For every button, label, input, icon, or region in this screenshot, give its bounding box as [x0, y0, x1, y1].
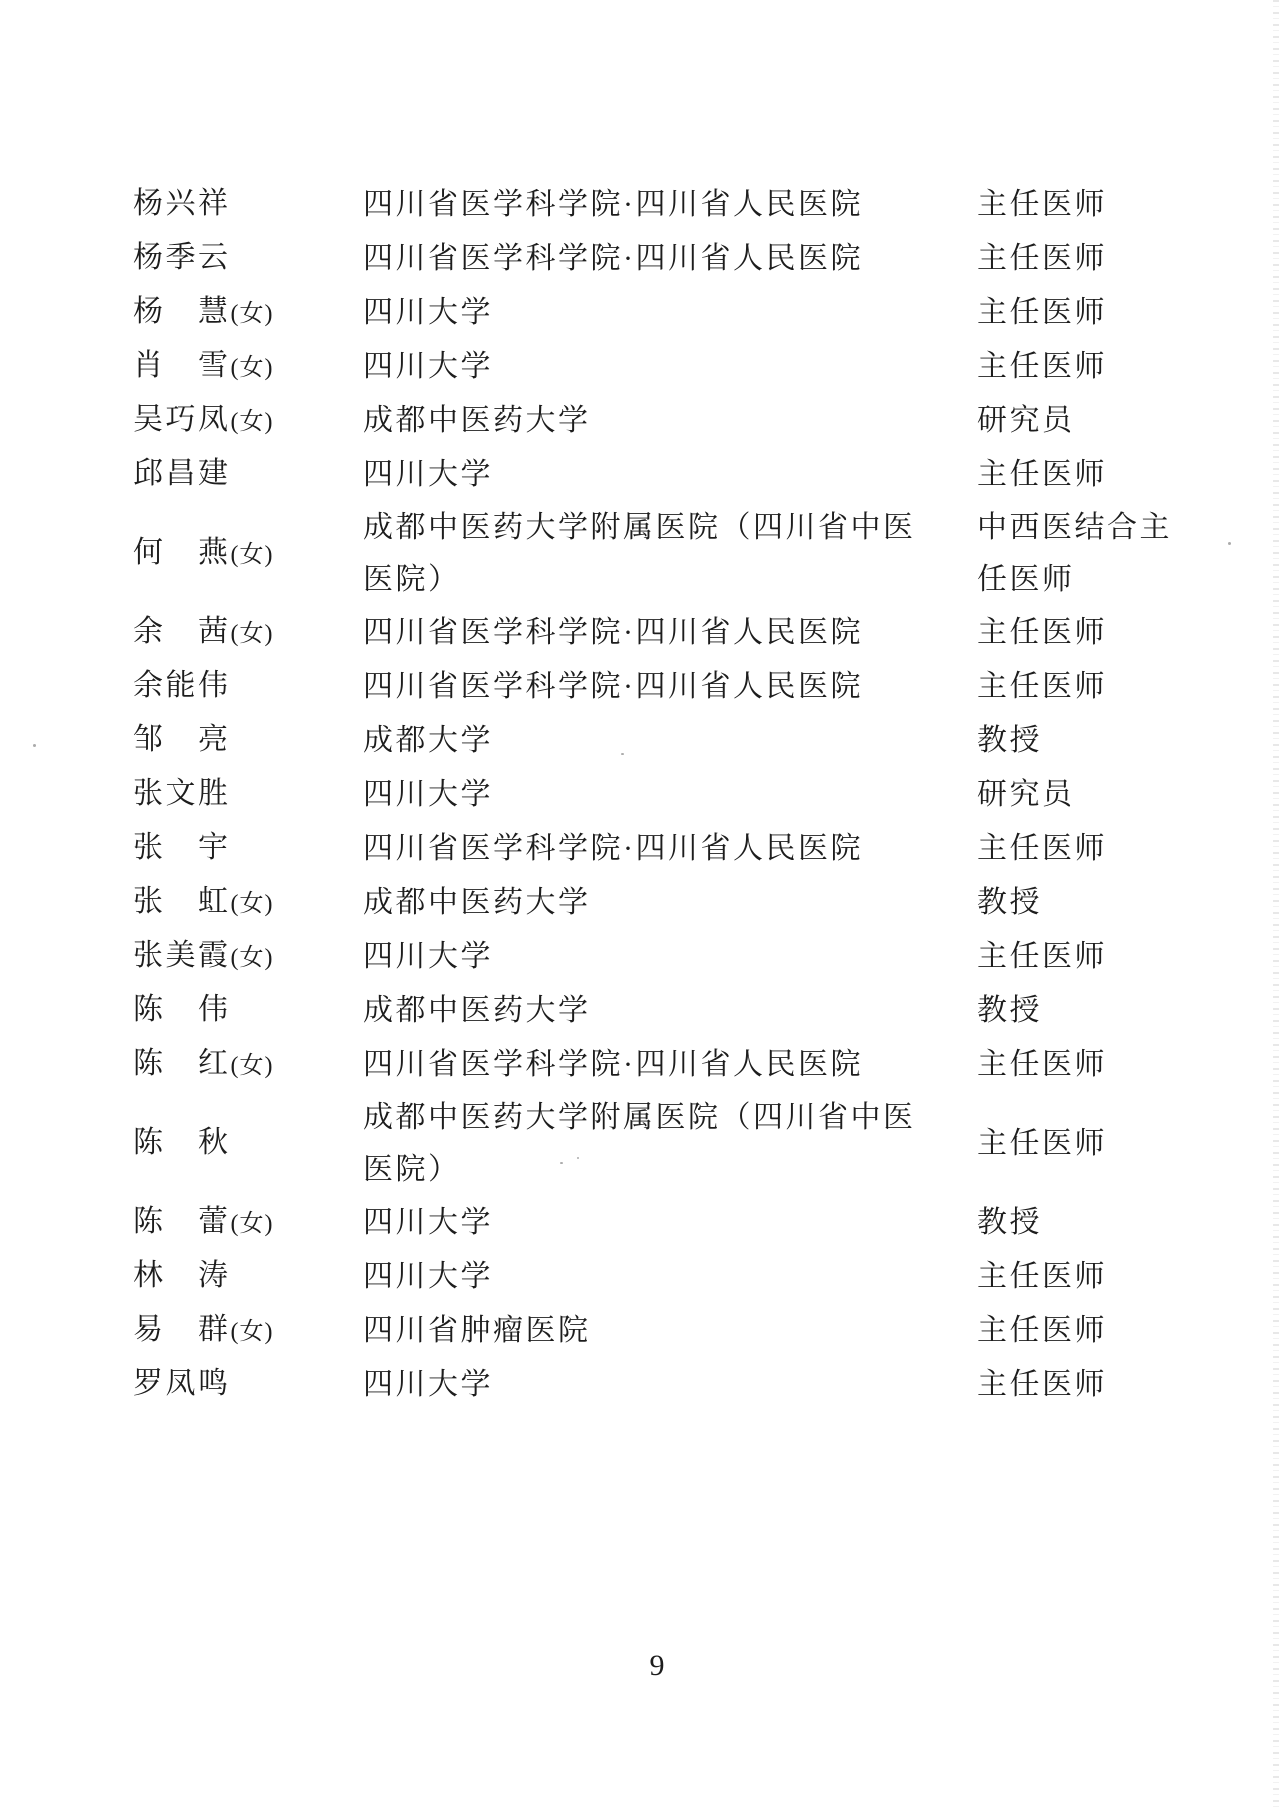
person-gender: (女) [230, 1319, 274, 1345]
person-name [133, 660, 363, 714]
person-name [133, 606, 363, 660]
person-name-text: 张 宇 [133, 831, 231, 864]
person-name [133, 876, 363, 930]
table-row [0, 1196, 1280, 1250]
title-line: 中西医结合主 [977, 511, 1172, 544]
person-gender: (女) [230, 621, 274, 647]
title-line: 主任医师 [977, 616, 1107, 649]
table-row [0, 606, 1280, 660]
person-name [133, 448, 363, 502]
person-gender: (女) [230, 1211, 274, 1237]
institution [363, 769, 977, 821]
person-name-text: 吴巧凤 [133, 403, 231, 436]
person-name [133, 1117, 363, 1171]
professional-title [977, 607, 1280, 659]
person-name-text: 杨兴祥 [133, 187, 231, 220]
person-name-text: 杨 慧 [133, 295, 231, 328]
person-name-text: 张文胜 [133, 777, 231, 810]
person-name [133, 822, 363, 876]
person-name-text: 陈 伟 [133, 993, 231, 1026]
institution-line: 四川大学 [363, 296, 493, 329]
table-row [0, 340, 1280, 394]
table-row [0, 1038, 1280, 1092]
institution-line: 四川大学 [363, 1368, 493, 1401]
title-line: 主任医师 [977, 350, 1107, 383]
scan-speck [577, 1157, 579, 1159]
person-gender: (女) [230, 891, 274, 917]
personnel-table [0, 178, 1280, 1412]
institution-line: 成都中医药大学附属医院（四川省中医 [363, 1101, 916, 1134]
institution [363, 502, 977, 606]
institution-line: 四川大学 [363, 778, 493, 811]
title-line: 研究员 [977, 404, 1075, 437]
title-line: 主任医师 [977, 1368, 1107, 1401]
person-name [133, 984, 363, 1038]
person-name-text: 陈 秋 [133, 1126, 231, 1159]
person-name [133, 1358, 363, 1412]
professional-title [977, 661, 1280, 713]
institution [363, 1092, 977, 1196]
institution [363, 931, 977, 983]
person-name [133, 1304, 363, 1358]
person-name [133, 1250, 363, 1304]
person-name-text: 张 虹 [133, 885, 231, 918]
person-name-text: 陈 蕾 [133, 1205, 231, 1238]
institution-line: 四川省医学科学院·四川省人民医院 [363, 188, 863, 221]
professional-title [977, 449, 1280, 501]
person-name [133, 1196, 363, 1250]
institution-line: 成都中医药大学 [363, 994, 591, 1027]
professional-title [977, 502, 1280, 606]
title-line: 主任医师 [977, 1314, 1107, 1347]
title-line: 教授 [977, 994, 1042, 1027]
institution [363, 661, 977, 713]
title-line: 主任医师 [977, 188, 1107, 221]
scan-speck [1228, 542, 1231, 545]
professional-title [977, 823, 1280, 875]
professional-title [977, 179, 1280, 231]
table-row [0, 930, 1280, 984]
person-name [133, 340, 363, 394]
institution [363, 715, 977, 767]
person-name [133, 178, 363, 232]
institution-line: 医院） [363, 1153, 461, 1186]
person-name [133, 1038, 363, 1092]
institution [363, 1359, 977, 1411]
person-name [133, 714, 363, 768]
person-name-text: 邹 亮 [133, 723, 231, 756]
institution-line: 四川省肿瘤医院 [363, 1314, 591, 1347]
table-row [0, 768, 1280, 822]
institution [363, 287, 977, 339]
institution-line: 四川省医学科学院·四川省人民医院 [363, 616, 863, 649]
institution-line: 四川大学 [363, 940, 493, 973]
table-row [0, 1250, 1280, 1304]
title-line: 教授 [977, 1206, 1042, 1239]
person-gender: (女) [230, 355, 274, 381]
person-gender: (女) [230, 542, 274, 568]
person-name [133, 232, 363, 286]
institution-line: 四川省医学科学院·四川省人民医院 [363, 670, 863, 703]
title-line: 主任医师 [977, 1127, 1107, 1160]
person-name-text: 林 涛 [133, 1259, 231, 1292]
professional-title [977, 877, 1280, 929]
title-line: 主任医师 [977, 1260, 1107, 1293]
person-name-text: 张美霞 [133, 939, 231, 972]
person-gender: (女) [230, 945, 274, 971]
institution [363, 449, 977, 501]
institution-line: 四川省医学科学院·四川省人民医院 [363, 242, 863, 275]
title-line: 教授 [977, 724, 1042, 757]
institution [363, 877, 977, 929]
table-row [0, 876, 1280, 930]
professional-title [977, 233, 1280, 285]
institution [363, 233, 977, 285]
table-row [0, 1358, 1280, 1412]
table-row [0, 660, 1280, 714]
title-line: 任医师 [977, 563, 1075, 596]
institution [363, 1251, 977, 1303]
institution-line: 成都大学 [363, 724, 493, 757]
institution-line: 成都中医药大学 [363, 404, 591, 437]
person-gender: (女) [230, 301, 274, 327]
professional-title [977, 769, 1280, 821]
professional-title [977, 1359, 1280, 1411]
person-name-text: 杨季云 [133, 241, 231, 274]
person-name-text: 陈 红 [133, 1047, 231, 1080]
table-row [0, 394, 1280, 448]
table-row [0, 1092, 1280, 1196]
institution-line: 医院） [363, 563, 461, 596]
scan-edge-artifact [1273, 0, 1279, 1807]
title-line: 主任医师 [977, 1048, 1107, 1081]
page-number: 9 [649, 1649, 665, 1682]
professional-title [977, 1251, 1280, 1303]
table-row [0, 232, 1280, 286]
person-name [133, 286, 363, 340]
person-name [133, 768, 363, 822]
person-name-text: 何 燕 [133, 536, 231, 569]
institution-line: 成都中医药大学附属医院（四川省中医 [363, 511, 916, 544]
person-name-text: 邱昌建 [133, 457, 231, 490]
institution-line: 成都中医药大学 [363, 886, 591, 919]
institution [363, 607, 977, 659]
title-line: 教授 [977, 886, 1042, 919]
table-row [0, 1304, 1280, 1358]
person-name-text: 肖 雪 [133, 349, 231, 382]
title-line: 主任医师 [977, 832, 1107, 865]
scan-speck [621, 753, 624, 755]
institution-line: 四川省医学科学院·四川省人民医院 [363, 832, 863, 865]
table-row [0, 502, 1280, 606]
person-name [133, 527, 363, 581]
table-row [0, 714, 1280, 768]
title-line: 主任医师 [977, 242, 1107, 275]
institution-line: 四川大学 [363, 350, 493, 383]
professional-title [977, 341, 1280, 393]
professional-title [977, 1197, 1280, 1249]
table-row [0, 984, 1280, 1038]
table-row [0, 286, 1280, 340]
professional-title [977, 715, 1280, 767]
title-line: 主任医师 [977, 670, 1107, 703]
person-name [133, 930, 363, 984]
table-row [0, 822, 1280, 876]
professional-title [977, 985, 1280, 1037]
table-row [0, 178, 1280, 232]
table-row [0, 448, 1280, 502]
professional-title [977, 287, 1280, 339]
professional-title [977, 1305, 1280, 1357]
person-name-text: 余能伟 [133, 669, 231, 702]
institution-line: 四川大学 [363, 458, 493, 491]
title-line: 主任医师 [977, 940, 1107, 973]
institution [363, 341, 977, 393]
institution-line: 四川大学 [363, 1206, 493, 1239]
person-name-text: 易 群 [133, 1313, 231, 1346]
title-line: 研究员 [977, 778, 1075, 811]
institution [363, 985, 977, 1037]
title-line: 主任医师 [977, 296, 1107, 329]
person-name-text: 余 茜 [133, 615, 231, 648]
professional-title [977, 395, 1280, 447]
institution [363, 1039, 977, 1091]
person-name [133, 394, 363, 448]
person-gender: (女) [230, 409, 274, 435]
institution [363, 823, 977, 875]
professional-title [977, 1118, 1280, 1170]
scan-speck [33, 744, 36, 747]
institution [363, 179, 977, 231]
person-name-text: 罗凤鸣 [133, 1367, 231, 1400]
professional-title [977, 931, 1280, 983]
scan-speck [560, 1162, 563, 1164]
professional-title [977, 1039, 1280, 1091]
title-line: 主任医师 [977, 458, 1107, 491]
person-gender: (女) [230, 1053, 274, 1079]
institution [363, 1197, 977, 1249]
institution [363, 395, 977, 447]
institution-line: 四川省医学科学院·四川省人民医院 [363, 1048, 863, 1081]
institution-line: 四川大学 [363, 1260, 493, 1293]
institution [363, 1305, 977, 1357]
